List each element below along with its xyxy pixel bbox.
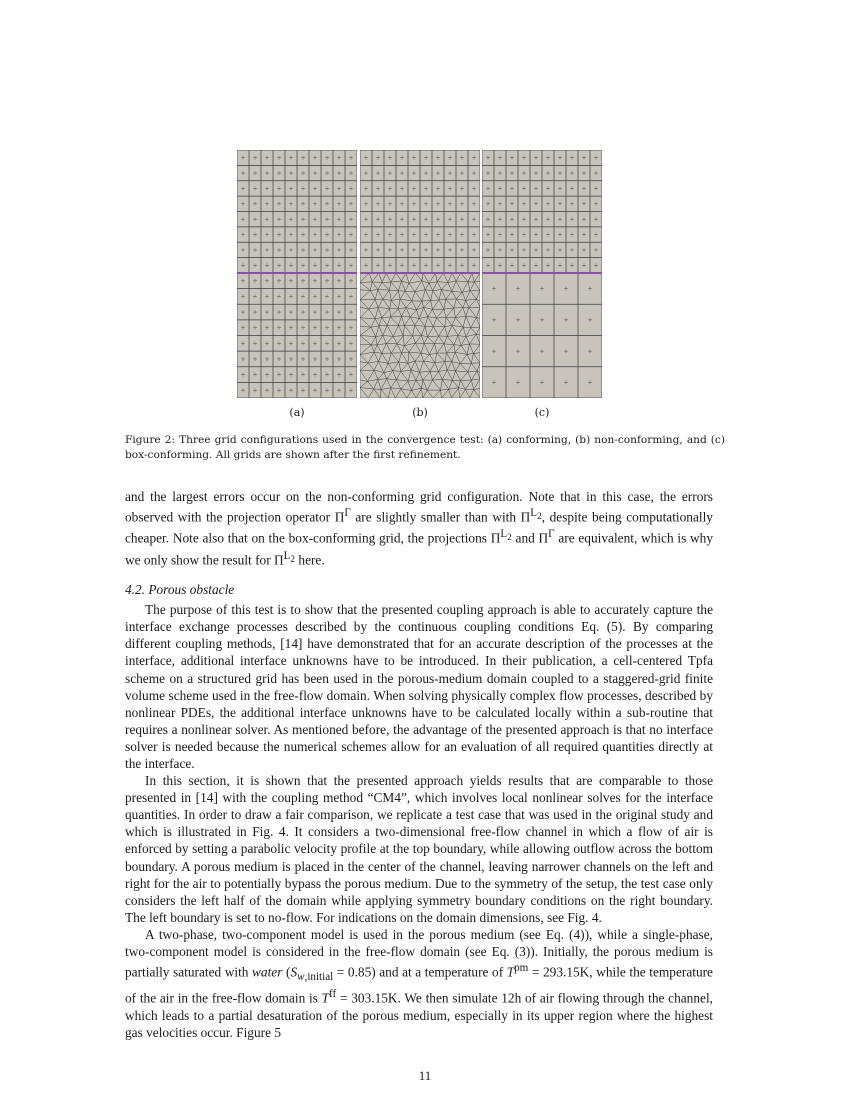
grid-panel-conforming [237,150,357,398]
conforming-grid-image [237,150,357,398]
body-text [125,488,713,1041]
box-conforming-grid-image [482,150,602,398]
paragraph-model: A two-phase, two-component model is used in the porous medium (see Eq. (4)), while a single-phase, two-component model is considered in the free-flow domain (see Eq. (3)). Initially, the porous medium is partially saturated with water $(S_{w,initial} = 0.85)$ and at a temperature of $T^{pm} = 293.15K$, while the temperature of the air in the free-flow domain is $T^{ff} = 303.15K$. We then simulate 12h of air flowing through the channel, which leads to a partial desaturation of the porous medium, especially in its upper region where the highest gas velocities occur. Figure 5 [125,926,713,1040]
paragraph-purpose: The purpose of this test is to show that the presented coupling approach is able to accurately capture the interface exchange processes described by the continuous coupling conditions Eq. (5). By comparing different coupling methods, [14] have demonstrated that for an accurate description of the processes at the interface, additional interface unknowns have to be introduced. In their publication, a cell-centered Tpfa scheme on a structured grid has been used in the porous-medium domain coupled to a staggered-grid finite volume scheme used in the free-flow domain. When solving physically complex flow processes, described by nonlinear PDEs, the additional interface unknowns have to be calculated locally within a sub-routine that requires a nonlinear solver. As mentioned before, the advantage of the presented approach is that no interface solver is needed because the numerical schemes allow for an evaluation of all required quantities directly at the interface. [125,602,713,771]
paragraph-comparison: In this section, it is shown that the presented approach yields results that are comparable to those presented in [14] with the coupling method “CM4”, which involves local nonlinear solves for the interface quantities. In order to draw a fair comparison, we replicate a test case that was used in the original study and which is illustrated in Fig. 4. It considers a two-dimensional free-flow channel in which a flow of air is enforced by setting a parabolic velocity profile at the top boundary, while allowing outflow across the bottom boundary. A porous medium is placed in the center of the channel, leaving narrower channels on the left and right for the air to potentially bypass the porous medium. Due to the symmetry of the setup, the test case only considers the left half of the domain while applying symmetry boundary conditions on the right boundary. The left boundary is set to no-flow. For indications on the domain dimensions, see Fig. 4. [125,773,713,925]
non-conforming-grid-image [360,150,480,398]
panel-label-b: (b) [412,406,428,419]
figure-caption: Figure 2: Three grid configurations used in the convergence test: (a) conforming, (b) non-conforming, and (c) box-conforming. All grids are shown after the first refinement. [125,434,725,461]
paragraph-continuation: and the largest errors occur on the non-conforming grid configuration. Note that in this case, the errors observed with the projection operator $\Pi^\Gamma$ are slightly smaller than with $\Pi^{L_2}$, despite being computationally cheaper. Note also that on the box-conforming grid, the projections $\Pi^{L_2}$ and $\Pi^\Gamma$ are equivalent, which is why we only show the result for $\Pi^{L_2}$ here. [125,489,713,568]
page-number: 11 [418,1068,432,1083]
panel-label-c: (c) [534,406,550,419]
panel-label-a: (a) [289,406,305,419]
section-heading: 4.2. Porous obstacle [125,582,235,598]
grid-panel-non-conforming [360,150,480,398]
grid-panel-box-conforming [482,150,602,398]
